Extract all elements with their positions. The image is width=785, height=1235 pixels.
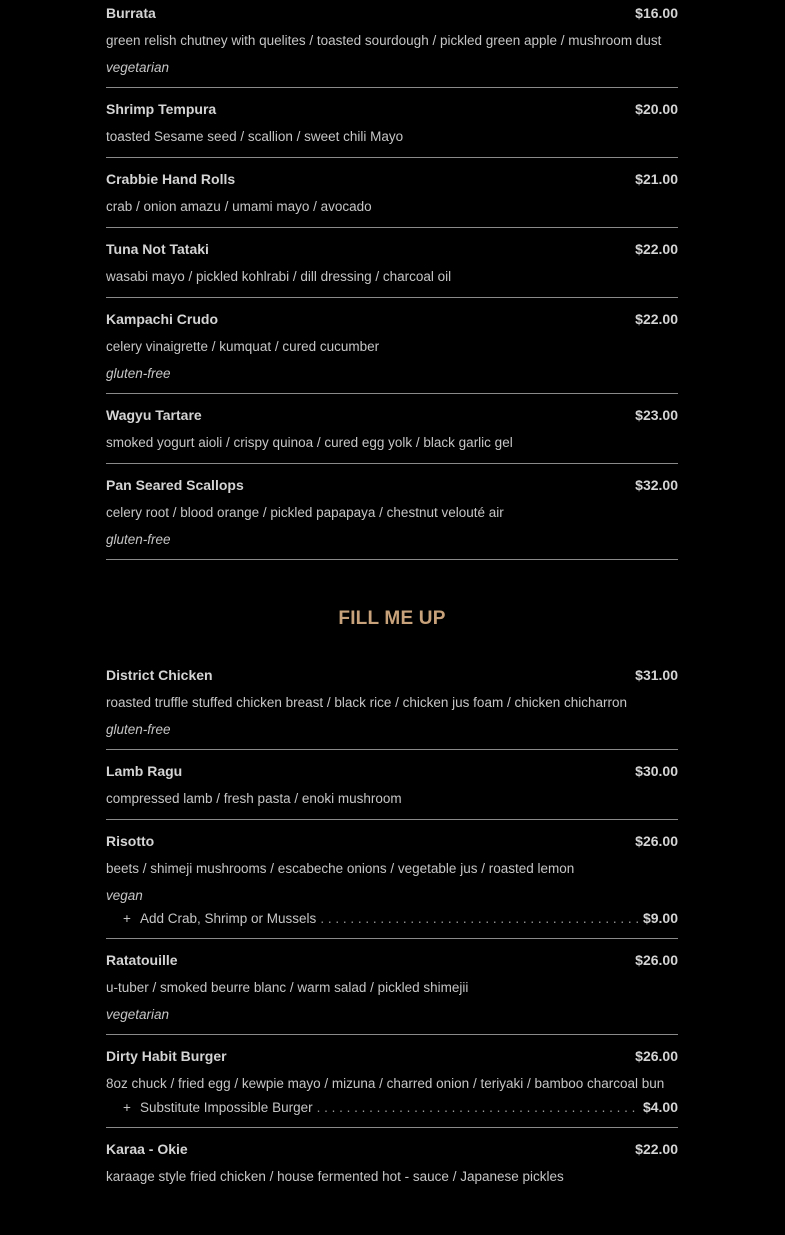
menu-item-price: $31.00 [635,667,678,683]
menu-item-header [106,762,678,780]
menu-item-name: Burrata [106,5,156,21]
menu-item-price: $22.00 [635,311,678,327]
menu-item-header [106,100,678,118]
menu-item [106,820,678,939]
menu-item-diet-tag: gluten-free [106,532,171,547]
menu-item-diet-tag: vegan [106,888,143,903]
menu-item-description: crab / onion amazu / umami mayo / avocado [106,199,372,214]
section-title: FILL ME UP [338,608,446,629]
addon-label: Add Crab, Shrimp or Mussels [140,911,317,926]
addon-label: Substitute Impossible Burger [140,1100,313,1115]
menu-item-header [106,310,678,328]
menu-item [106,662,678,750]
mains-list [106,662,678,1197]
menu-item-description: beets / shimeji mushrooms / escabeche onions / vegetable jus / roasted lemon [106,861,575,876]
menu-item-header [106,170,678,188]
addon-price: $4.00 [642,1099,678,1115]
menu-item-addon [106,909,678,928]
menu-item-description: compressed lamb / fresh pasta / enoki mushroom [106,791,402,806]
menu-item [106,1128,678,1197]
menu-item-header [106,1140,678,1158]
menu-item [106,394,678,464]
menu-item-price: $23.00 [635,407,678,423]
menu-item-name: Crabbie Hand Rolls [106,171,236,187]
menu-item-price: $26.00 [635,952,678,968]
menu-item [106,0,678,88]
menu-item-description: celery vinaigrette / kumquat / cured cucumber [106,339,380,354]
menu-item-header [106,951,678,969]
menu-item-name: Pan Seared Scallops [106,477,244,493]
menu-item [106,464,678,560]
starters-list [106,0,678,560]
menu-item-name: Wagyu Tartare [106,407,202,423]
menu-item-name: District Chicken [106,667,213,683]
menu-item-header [106,476,678,494]
menu-item-name: Tuna Not Tataki [106,241,209,257]
dot-leader [320,910,639,928]
menu-item [106,939,678,1035]
menu-item-name: Dirty Habit Burger [106,1048,227,1064]
menu-item-header [106,4,678,22]
menu-item-description: green relish chutney with quelites / toasted sourdough / pickled green apple / mushroom dust [106,33,662,48]
menu-item-price: $21.00 [635,171,678,187]
menu-item-diet-tag: vegetarian [106,1007,170,1022]
menu-item [106,750,678,820]
addon-price: $9.00 [642,910,678,926]
plus-icon: + [123,1100,131,1115]
menu-item [106,298,678,394]
menu-item-price: $26.00 [635,1048,678,1064]
menu-item [106,1035,678,1128]
plus-icon: + [123,911,131,926]
menu-item-name: Lamb Ragu [106,763,183,779]
menu-item-name: Kampachi Crudo [106,311,219,327]
menu [106,0,678,1197]
dot-leader [317,1099,639,1117]
menu-item-header [106,240,678,258]
menu-item-header [106,666,678,684]
menu-item-description: smoked yogurt aioli / crispy quinoa / cured egg yolk / black garlic gel [106,435,513,450]
menu-item [106,88,678,158]
menu-item-description: u-tuber / smoked beurre blanc / warm salad / pickled shimejii [106,980,469,995]
menu-item-diet-tag: gluten-free [106,366,171,381]
menu-item-price: $22.00 [635,1141,678,1157]
menu-item-description: 8oz chuck / fried egg / kewpie mayo / mizuna / charred onion / teriyaki / bamboo charcoal bun [106,1076,665,1091]
menu-item-addon [106,1098,678,1117]
menu-item-price: $26.00 [635,833,678,849]
menu-item-name: Risotto [106,833,155,849]
menu-item-price: $32.00 [635,477,678,493]
menu-item-description: toasted Sesame seed / scallion / sweet chili Mayo [106,129,404,144]
menu-item-name: Shrimp Tempura [106,101,217,117]
menu-item-name: Karaa - Okie [106,1141,188,1157]
menu-item-description: wasabi mayo / pickled kohlrabi / dill dressing / charcoal oil [106,269,452,284]
menu-item-diet-tag: vegetarian [106,60,170,75]
menu-item-diet-tag: gluten-free [106,722,171,737]
menu-item-description: karaage style fried chicken / house fermented hot - sauce / Japanese pickles [106,1169,564,1184]
menu-item-header [106,406,678,424]
menu-item-description: roasted truffle stuffed chicken breast / black rice / chicken jus foam / chicken chicharron [106,695,628,710]
menu-item [106,158,678,228]
menu-item-header [106,1047,678,1065]
menu-item-price: $16.00 [635,5,678,21]
menu-item-description: celery root / blood orange / pickled papapaya / chestnut velouté air [106,505,504,520]
menu-item-name: Ratatouille [106,952,178,968]
menu-item-header [106,832,678,850]
menu-item [106,228,678,298]
menu-item-price: $20.00 [635,101,678,117]
menu-item-price: $22.00 [635,241,678,257]
menu-item-price: $30.00 [635,763,678,779]
